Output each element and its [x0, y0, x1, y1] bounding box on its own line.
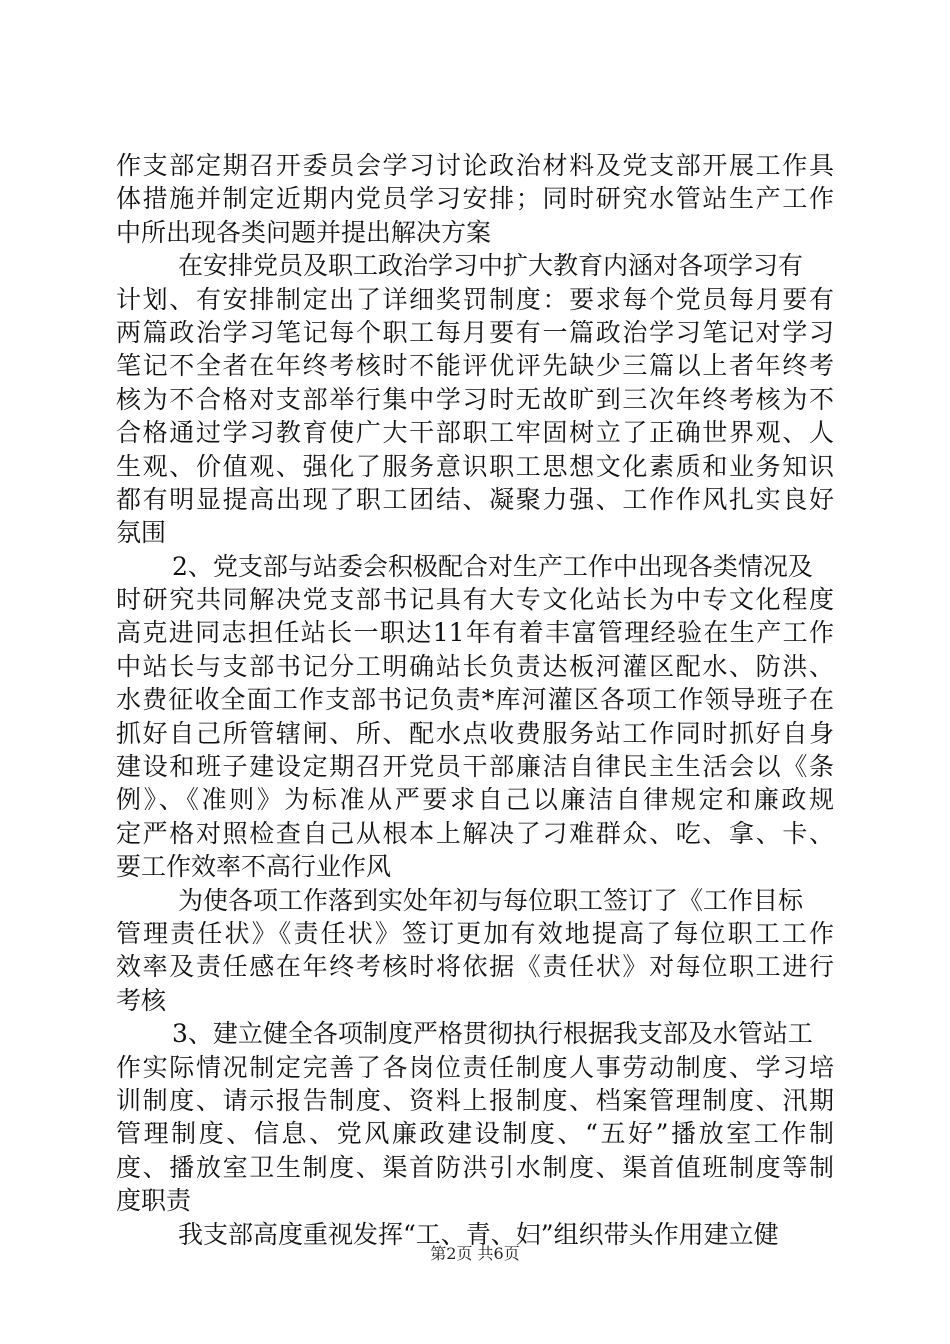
text-line: 3、建立健全各项制度严格贯彻执行根据我支部及水管站工	[172, 1019, 813, 1049]
text-line: 合格通过学习教育使广大干部职工牢固树立了正确世界观、人	[116, 418, 834, 448]
text-line: 高克进同志担任站长一职达11年有着丰富管理经验在生产工作	[116, 618, 834, 648]
text-line: 在安排党员及职工政治学习中扩大教育内涵对各项学习有	[178, 251, 804, 281]
text-line: 要工作效率不高行业作风	[116, 852, 392, 882]
text-line: 体措施并制定近期内党员学习安排；同时研究水管站生产工作	[116, 184, 834, 214]
text-line: 建设和班子建设定期召开党员干部廉洁自律民主生活会以《条	[116, 752, 834, 782]
text-line: 我支部高度重视发挥“工、青、妇”组织带头作用建立健	[178, 1219, 779, 1249]
text-line: 核为不合格对支部举行集中学习时无故旷到三次年终考核为不	[116, 384, 834, 414]
text-line: 管理制度、信息、党风廉政建设制度、“五好”播放室工作制	[116, 1119, 834, 1149]
text-line: 中站长与支部书记分工明确站长负责达板河灌区配水、防洪、	[116, 651, 834, 681]
text-line: 定严格对照检查自己从根本上解决了刁难群众、吃、拿、卡、	[116, 818, 834, 848]
text-line: 都有明显提高出现了职工团结、凝聚力强、工作作风扎实良好	[116, 484, 834, 514]
text-line: 例》、《准则》为标准从严要求自己以廉洁自律规定和廉政规	[116, 785, 834, 815]
text-line: 度职责	[116, 1186, 192, 1216]
text-line: 计划、有安排制定出了详细奖罚制度：要求每个党员每月要有	[116, 284, 834, 314]
text-line: 效率及责任感在年终考核时将依据《责任状》对每位职工进行	[116, 952, 834, 982]
text-line: 时研究共同解决党支部书记具有大专文化站长为中专文化程度	[116, 585, 834, 615]
text-line: 为使各项工作落到实处年初与每位职工签订了《工作目标	[178, 885, 804, 915]
text-line: 作实际情况制定完善了各岗位责任制度人事劳动制度、学习培	[116, 1052, 834, 1082]
text-line: 水费征收全面工作支部书记负责*库河灌区各项工作领导班子在	[116, 685, 834, 715]
text-line: 度、播放室卫生制度、渠首防洪引水制度、渠首值班制度等制	[116, 1152, 834, 1182]
text-line: 考核	[116, 985, 167, 1015]
text-line: 生观、价值观、强化了服务意识职工思想文化素质和业务知识	[116, 451, 834, 481]
text-line: 抓好自己所管辖闸、所、配水点收费服务站工作同时抓好自身	[116, 718, 834, 748]
text-line: 中所出现各类问题并提出解决方案	[116, 217, 492, 247]
text-line: 两篇政治学习笔记每个职工每月要有一篇政治学习笔记对学习	[116, 317, 834, 347]
text-line: 作支部定期召开委员会学习讨论政治材料及党支部开展工作具	[116, 151, 834, 180]
text-line: 训制度、请示报告制度、资料上报制度、档案管理制度、汛期	[116, 1085, 834, 1115]
text-line: 氛围	[116, 518, 167, 548]
page-number-footer: 第2页 共6页	[430, 1244, 520, 1263]
text-line: 2、党支部与站委会积极配合对生产工作中出现各类情况及	[172, 551, 813, 581]
document-body	[116, 149, 834, 1251]
text-line: 笔记不全者在年终考核时不能评优评先缺少三篇以上者年终考	[116, 351, 834, 381]
text-line: 管理责任状》《责任状》签订更加有效地提高了每位职工工作	[116, 918, 834, 948]
